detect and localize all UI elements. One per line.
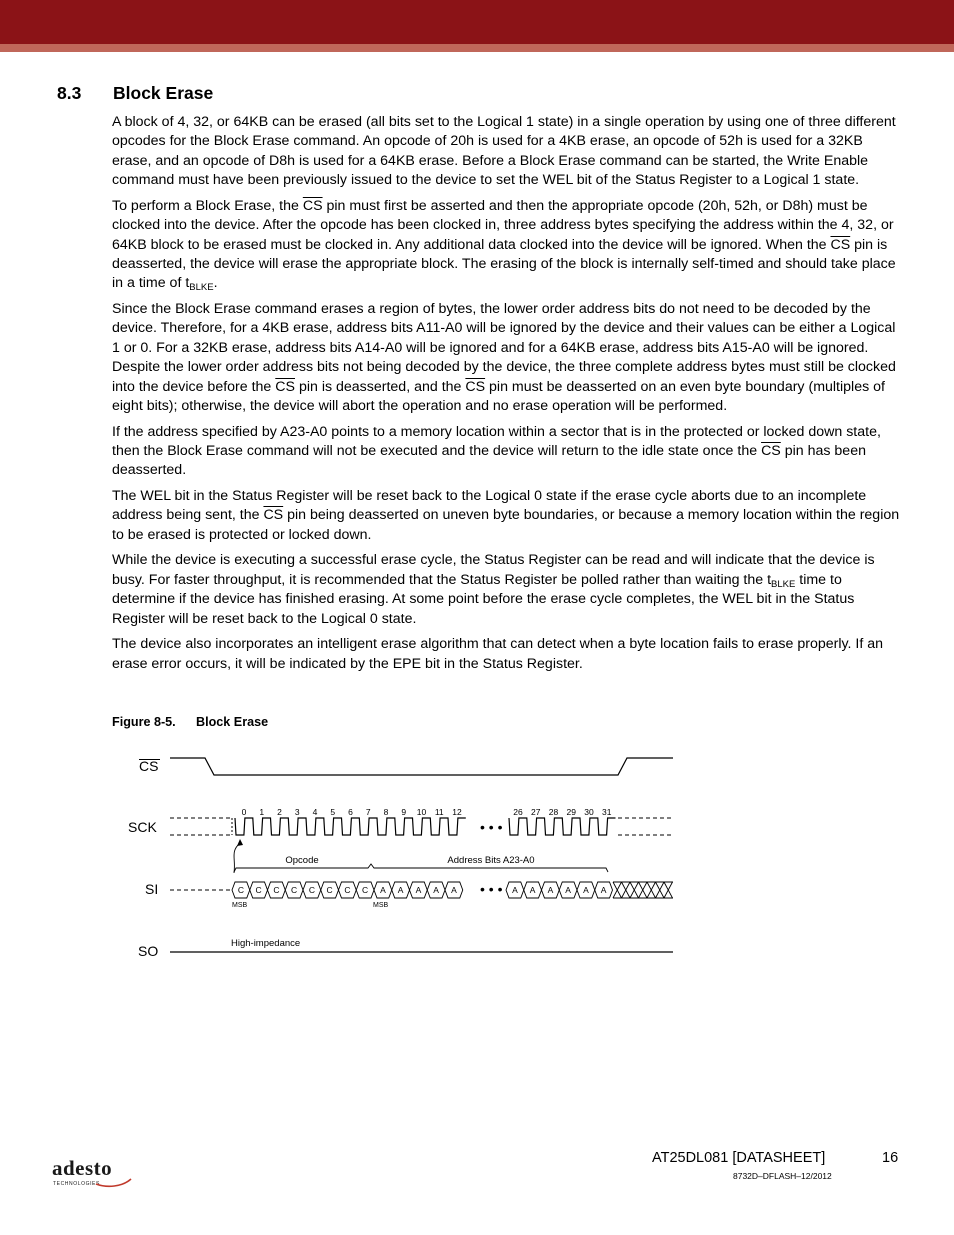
text-run: pin must first be asserted and then the appropriate opcode (20h, 52h, or D8h) must be clocked into the device. After the opcode has been clocked in, three address bytes specifying the address within the 4, 32, or 64KB block to be erased must be clocked in. Any additional data clocked into the device will be ignored. When the [112,197,894,253]
high-impedance-label: High-impedance [231,938,301,949]
si-ellipsis: • • • [480,881,503,897]
si-bit-label: A [529,885,536,895]
figure-title: Block Erase [196,715,269,729]
dont-care-cross [630,882,639,898]
si-bit-label: C [362,885,369,895]
si-bit-label: C [308,885,315,895]
clock-number: 6 [348,807,353,817]
text-run: pin is deasserted, the device will erase the appropriate block. The erasing of the block is internally self-timed and should take place in a time of t [112,236,896,292]
text-run: pin must be deasserted on an even byte boundary (multiples of eight bits); otherwise, the device will abort the operation and no erase operation will be performed. [112,378,885,415]
subscript-blke: BLKE [189,282,214,294]
opcode-label: Opcode [285,855,319,866]
clock-number: 29 [566,807,576,817]
text-run: If the address specified by A23-A0 points to a memory location within a sector that is in the protected or locked down state, then the Block Erase command will not be executed and the device will return to the idle state once the [112,423,881,460]
clock-number: 0 [241,807,247,817]
logo-image [52,1155,137,1189]
si-bit-label: C [237,885,244,895]
text-run: pin being deasserted on uneven byte boundaries, or because a memory location within the region to be erased is protected or locked down. [112,507,900,543]
body-text [112,113,900,680]
clock-number: 26 [513,807,523,817]
cs-waveform [170,758,673,775]
clock-number: 10 [416,807,427,817]
section-heading [57,83,213,104]
clock-number: 2 [277,807,282,817]
clock-number: 7 [365,807,371,817]
cs-overline-text: $\overline{CS}$ [263,507,284,524]
dont-care-cross [613,882,622,898]
si-bit-labels [238,885,607,895]
text-run: . [213,275,218,292]
si-bit-cells [232,882,613,898]
sample-edge-arrow [234,843,240,873]
text-run: While the device is executing a successful erase cycle, the Status Register can be read and will indicate that the device is busy. For faster throughput, it is recommended that the Status Register be polled rather than waiting the t [112,552,875,588]
clock-number: 30 [584,807,594,817]
text-run: To perform a Block Erase, the [112,197,303,214]
text-run: pin has been deasserted. [112,443,866,479]
clock-number: 11 [434,807,444,817]
logo-swoosh [96,1179,131,1186]
footer-doc-code: 8732D–DFLASH–12/2012 [733,1171,832,1181]
address-bits-label: Address Bits A23-A0 [447,855,535,866]
si-bit-label: A [512,885,518,895]
header-accent-strip [0,44,954,52]
clock-number: 9 [401,807,407,817]
paragraph-1: A block of 4, 32, or 64KB can be erased (all bits set to the Logical 1 state) in a single operation by using one of three different opcodes for the Block Erase command. An opcode of 20h is used for a 4KB erase, an opcode of 52h is used for a 32KB erase, and an opcode of D8h is used for a 64KB erase. Before a Block Erase command can be started, the Write Enable command must have been previously issued to the device to set the WEL bit of the Status Register to a Logical 1 state. [112,114,896,189]
clock-number: 8 [383,807,389,817]
section-title: Block Erase [113,83,214,103]
cs-overline-text: $\overline{CS}$ [761,443,781,460]
si-bit-label: A [583,885,589,895]
clock-number: 31 [602,807,612,817]
cs-overline-text: $\overline{CS}$ [302,197,323,214]
si-bit-label: A [565,885,571,895]
si-bit-label: A [397,885,404,895]
logo-subtext: TECHNOLOGIES [53,1181,100,1187]
clock-number: 4 [312,807,318,817]
paragraph-2 [112,197,900,294]
si-bit-label: A [451,885,457,895]
msb-label-address: MSB [373,902,389,909]
clock-number: 3 [294,807,300,817]
clock-number: 12 [452,807,462,817]
sck-waveform-part-1 [235,818,466,835]
si-dont-care-tail [613,882,673,898]
block-erase-timing-diagram [0,740,954,970]
sck-signal-label: SCK [128,819,157,835]
si-bit-label: A [380,885,386,895]
paragraph-7: The device also incorporates an intelligent erase algorithm that can detect when a byte location fails to erase properly. If an erase error occurs, it will be indicated by the EPE bit in the Status Register. [112,636,884,672]
si-bit-label: C [326,885,333,895]
clock-number: 28 [548,807,559,817]
si-bit-label: C [291,885,298,895]
text-run: Since the Block Erase command erases a region of bytes, the lower order address bits do not need to be decoded by the device. Therefore, for a 4KB erase, address bits A11-A0 will be ignored by the device and their values can be either a Logical 1 or 0. For a 32KB erase, address bits A14-A0 will be ignored and for a 64KB erase, address bits A15-A0 will be ignored. Despite the lower order address bits not being decoded by the device, the three complete address bytes must still be clocked into the device before the [112,301,896,395]
logo-text: adesto [52,1156,113,1180]
si-signal-label: SI [145,881,159,897]
cs-overline-text: $\overline{CS}$ [465,378,486,395]
text-run: pin is deasserted, and the [295,378,466,395]
si-bit-label: A [415,885,422,895]
si-bit-label: C [344,885,351,895]
si-bit-label: C [255,885,262,895]
arrow-head [237,839,243,846]
dont-care-cross [647,882,656,898]
dont-care-cross [639,882,648,898]
dont-care-cross [656,882,665,898]
cs-overline-text: $\overline{CS}$ [830,236,851,253]
paragraph-4 [112,423,900,481]
paragraph-5 [112,487,900,545]
si-bit-label: C [273,885,280,895]
clock-number: 27 [531,807,541,817]
text-run: time to determine if the device has finished erasing. At some point before the erase cycle completes, the WEL bit in the Status Register will be reset back to the Logical 0 state. [112,571,855,627]
cs-overline-text: $\overline{CS}$ [275,378,295,395]
so-signal-label: SO [138,943,159,959]
cs-signal-label: CS [139,758,159,774]
si-bit-label: A [547,885,554,895]
clock-numbers-group-1 [242,807,462,817]
si-bit-label: A [433,885,439,895]
figure-caption [112,715,268,729]
figure-number: Figure 8-5. [112,715,176,729]
clock-number: 1 [259,807,265,817]
footer-page-number: 16 [882,1150,899,1166]
msb-label-opcode: MSB [232,902,248,909]
footer-doc-title: AT25DL081 [DATASHEET] [652,1150,826,1166]
dont-care-cross [622,882,631,898]
paragraph-3 [112,300,900,416]
paragraph-6 [112,551,900,629]
adesto-logo [52,1155,137,1194]
sck-waveform-part-2 [509,818,616,835]
section-number: 8.3 [57,83,82,103]
clock-number: 5 [330,807,336,817]
si-bit-label: A [600,885,607,895]
subscript-blke: BLKE [771,578,796,590]
header-bar [0,0,954,44]
text-run: The WEL bit in the Status Register will be reset back to the Logical 0 state if the erase cycle aborts due to an incomplete address being sent, the [112,488,867,524]
clock-numbers-group-2 [513,807,611,817]
dont-care-cross [664,882,673,898]
sck-ellipsis: • • • [480,819,503,835]
